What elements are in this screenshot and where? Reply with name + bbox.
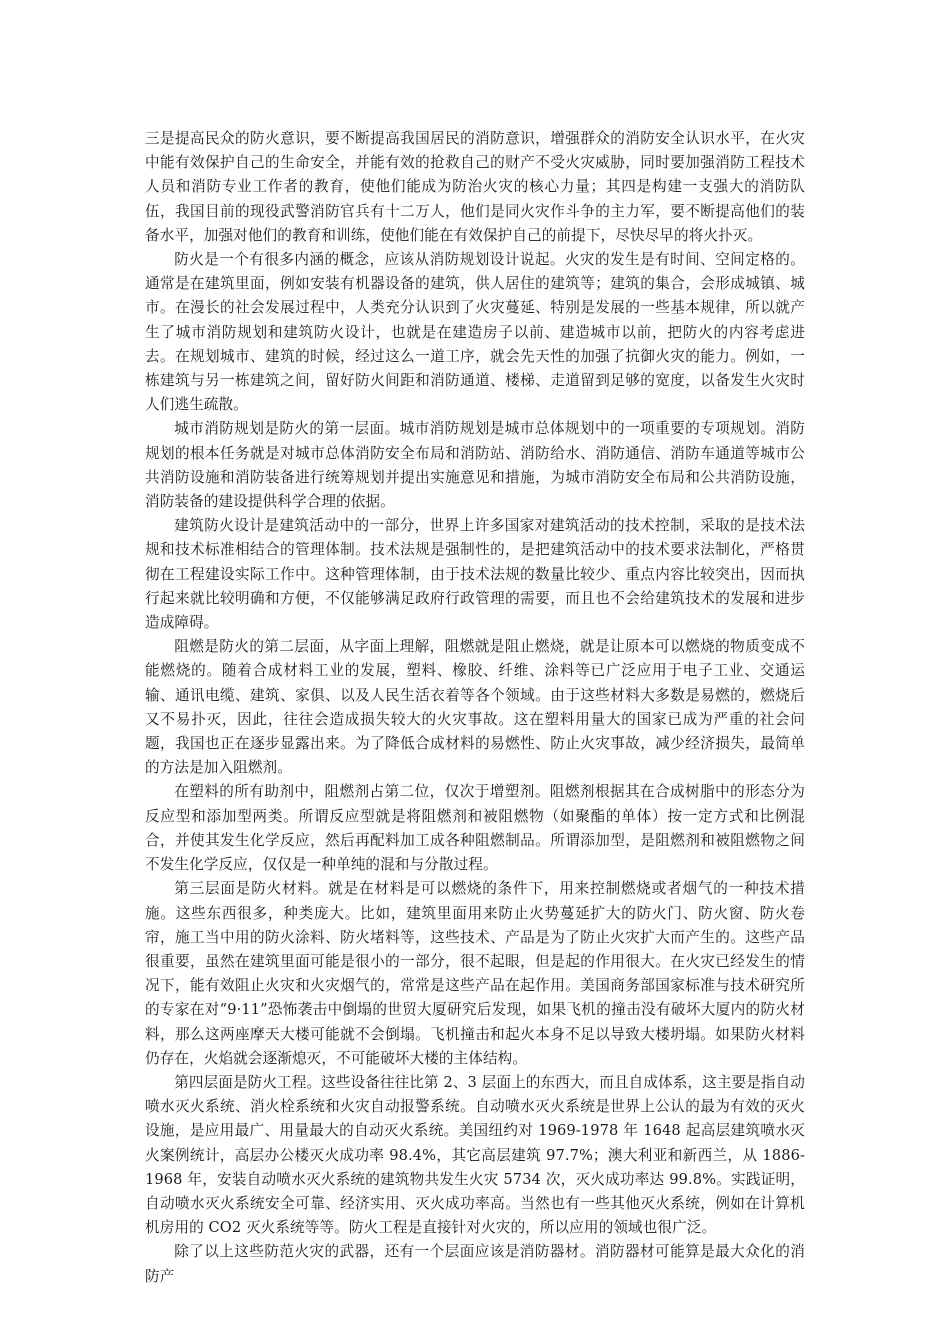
paragraph-3: 城市消防规划是防火的第一层面。城市消防规划是城市总体规划中的一项重要的专项规划。消防规划的根本任务就是对城市总体消防安全布局和消防站、消防给水、消防通信、消防车通道等城市公共消防设施和消防装备进行统筹规划并提出实施意见和措施，为城市消防安全布局和公共消防设施，消防装备的建设提供科学合理的依据。 — [145, 420, 805, 511]
paragraph-9: 除了以上这些防范火灾的武器，还有一个层面应该是消防器材。消防器材可能算是最大众化的消防产 — [145, 1243, 805, 1285]
paragraph-8: 第四层面是防火工程。这些设备往往比第 2、3 层面上的东西大，而且自成体系，这主要是指自动喷水灭火系统、消火栓系统和火灾自动报警系统。自动喷水灭火系统是世界上公认的最为有效的灭火设施，是应用最广、用量最大的自动灭火系统。美国纽约对 1969-1978 年 1648 起高层建筑喷水灭火案例统计，高层办公楼灭火成功率 98.4%，其它高层建筑 97.7%；澳大利亚和新西兰，从 1886-1968 年，安装自动喷水灭火系统的建筑物共发生火灾 5734 次，灭火成功率达 99.8%。实践证明，自动喷水灭火系统安全可靠、经济实用、灭火成功率高。当然也有一些其他灭火系统，例如在计算机机房用的 CO2 灭火系统等等。防火工程是直接针对火灾的，所以应用的领域也很广泛。 — [145, 1073, 805, 1237]
paragraph-1: 三是提高民众的防火意识，要不断提高我国居民的消防意识，增强群众的消防安全认识水平，在火灾中能有效保护自己的生命安全，并能有效的抢救自己的财产不受火灾威胁，同时要加强消防工程技术人员和消防专业工作者的教育，使他们能成为防治火灾的核心力量；其四是构建一支强大的消防队伍，我国目前的现役武警消防官兵有十二万人，他们是同火灾作斗争的主力军，要不断提高他们的装备水平，加强对他们的教育和训练，使他们能在有效保护自己的前提下，尽快尽早的将火扑灭。 — [145, 130, 805, 244]
paragraph-6: 在塑料的所有助剂中，阻燃剂占第二位，仅次于增塑剂。阻燃剂根据其在合成树脂中的形态分为反应型和添加型两类。所谓反应型就是将阻燃剂和被阻燃物（如聚酯的单体）按一定方式和比例混合，并使其发生化学反应，然后再配料加工成各种阻燃制品。所谓添加型，是阻燃剂和被阻燃物之间不发生化学反应，仅仅是一种单纯的混和与分散过程。 — [145, 783, 805, 874]
document-body — [145, 127, 805, 1289]
paragraph-2: 防火是一个有很多内涵的概念，应该从消防规划设计说起。火灾的发生是有时间、空间定格的。通常是在建筑里面，例如安装有机器设备的建筑，供人居住的建筑等；建筑的集合，会形成城镇、城市。在漫长的社会发展过程中，人类充分认识到了火灾蔓延、特别是发展的一些基本规律，所以就产生了城市消防规划和建筑防火设计，也就是在建造房子以前、建造城市以前，把防火的内容考虑进去。在规划城市、建筑的时候，经过这么一道工序，就会先天性的加强了抗御火灾的能力。例如，一栋建筑与另一栋建筑之间，留好防火间距和消防通道、楼梯、走道留到足够的宽度，以备发生火灾时人们逃生疏散。 — [145, 251, 805, 414]
paragraph-5: 阻燃是防火的第二层面，从字面上理解，阻燃就是阻止燃烧，就是让原本可以燃烧的物质变成不能燃烧的。随着合成材料工业的发展，塑料、橡胶、纤维、涂料等已广泛应用于电子工业、交通运输、通讯电缆、建筑、家俱、以及人民生活衣着等各个领域。由于这些材料大多数是易燃的，燃烧后又不易扑灭，因此，往往会造成损失较大的火灾事故。这在塑料用量大的国家已成为严重的社会问题，我国也正在逐步显露出来。为了降低合成材料的易燃性、防止火灾事故，减少经济损失，最简单的方法是加入阻燃剂。 — [145, 638, 805, 777]
paragraph-7: 第三层面是防火材料。就是在材料是可以燃烧的条件下，用来控制燃烧或者烟气的一种技术措施。这些东西很多，种类庞大。比如，建筑里面用来防止火势蔓延扩大的防火门、防火窗、防火卷帘，施工当中用的防火涂料、防火堵料等，这些技术、产品是为了防止火灾扩大而产生的。这些产品很重要，虽然在建筑里面可能是很小的一部分，很不起眼，但是起的作用很大。在火灾已经发生的情况下，能有效阻止火灾和火灾烟气的，常常是这些产品在起作用。美国商务部国家标准与技术研究所的专家在对“9·11”恐怖袭击中倒塌的世贸大厦研究后发现，如果飞机的撞击没有破坏大厦内的防火材料，那么这两座摩天大楼可能就不会倒塌。飞机撞击和起火本身不足以导致大楼坍塌。如果防火材料仍存在，火焰就会逐渐熄灭，不可能破坏大楼的主体结构。 — [145, 880, 805, 1067]
paragraph-4: 建筑防火设计是建筑活动中的一部分，世界上许多国家对建筑活动的技术控制，采取的是技术法规和技术标准相结合的管理体制。技术法规是强制性的，是把建筑活动中的技术要求法制化，严格贯彻在工程建设实际工作中。这种管理体制，由于技术法规的数量比较少、重点内容比较突出，因而执行起来就比较明确和方便，不仅能够满足政府行政管理的需要，而且也不会给建筑技术的发展和进步造成障碍。 — [145, 517, 805, 632]
